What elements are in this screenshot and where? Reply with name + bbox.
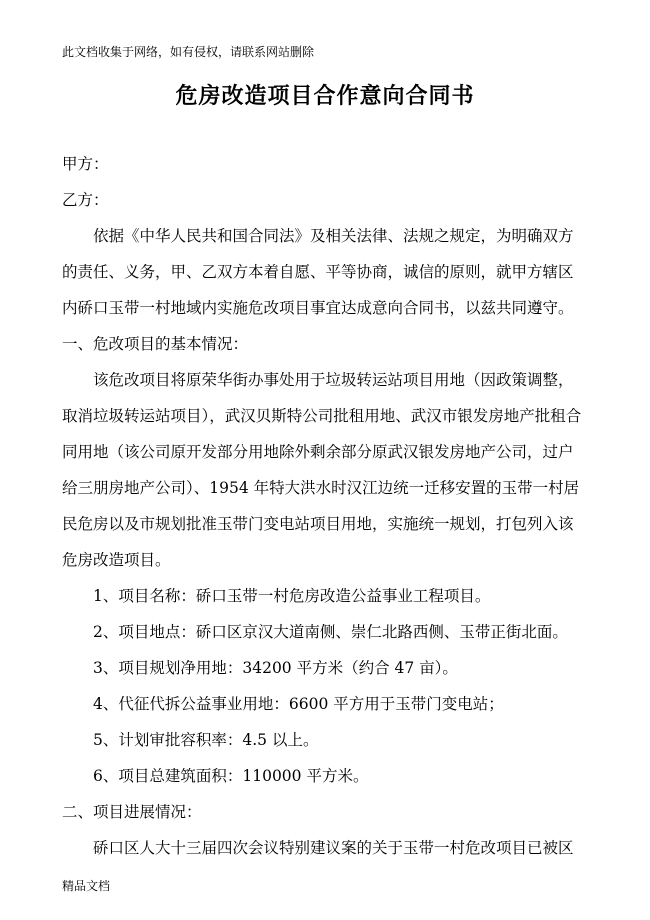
paragraph-line: 取消垃圾转运站项目），武汉贝斯特公司批租用地、武汉市银发房地产批租合 — [62, 407, 582, 425]
list-item: 2、项目地点：硚口区京汉大道南侧、崇仁北路西侧、玉带正街北面。 — [93, 623, 568, 641]
section-heading-2: 二、项目进展情况： — [62, 803, 202, 821]
page-title: 危房改造项目合作意向合同书 — [175, 84, 475, 109]
party-b-label: 乙方： — [62, 191, 109, 209]
project-item-list — [62, 578, 592, 794]
section1-paragraph — [62, 362, 592, 578]
document-body — [62, 146, 592, 866]
header-note: 此文档收集于网络，如有侵权，请联系网站删除 — [62, 45, 315, 59]
paragraph-line: 内硚口玉带一村地域内实施危改项目事宜达成意向合同书，以兹共同遵守。 — [62, 299, 574, 317]
paragraph-line: 民危房以及市规划批准玉带门变电站项目用地，实施统一规划，打包列入该 — [62, 515, 574, 533]
list-item: 3、项目规划净用地：34200 平方米（约合 47 亩）。 — [93, 659, 458, 677]
intro-paragraph — [62, 218, 592, 326]
list-item: 5、计划审批容积率：4.5 以上。 — [93, 731, 319, 749]
list-item: 4、代征代拆公益事业用地：6600 平方用于玉带门变电站； — [93, 695, 504, 713]
paragraph-line: 该危改项目将原荣华街办事处用于垃圾转运站项目用地（因政策调整， — [93, 371, 574, 389]
paragraph-line: 硚口区人大十三届四次会议特别建议案的关于玉带一村危改项目已被区 — [93, 839, 574, 857]
list-item: 1、项目名称：硚口玉带一村危房改造公益事业工程项目。 — [93, 587, 491, 605]
paragraph-line: 同用地（该公司原开发部分用地除外剩余部分原武汉银发房地产公司，过户 — [62, 443, 574, 461]
section-heading-1: 一、危改项目的基本情况： — [62, 335, 249, 353]
list-item: 6、项目总建筑面积：110000 平方米。 — [93, 767, 369, 785]
party-a-label: 甲方： — [62, 155, 109, 173]
paragraph-line: 给三朋房地产公司）、1954 年特大洪水时汉江边统一迁移安置的玉带一村居 — [62, 479, 580, 497]
paragraph-line: 危房改造项目。 — [62, 551, 171, 569]
paragraph-line: 的责任、义务，甲、乙双方本着自愿、平等协商，诚信的原则，就甲方辖区 — [62, 263, 574, 281]
footer-note: 精品文档 — [62, 879, 111, 893]
paragraph-line: 依据《中华人民共和国合同法》及相关法律、法规之规定，为明确双方 — [93, 227, 574, 245]
